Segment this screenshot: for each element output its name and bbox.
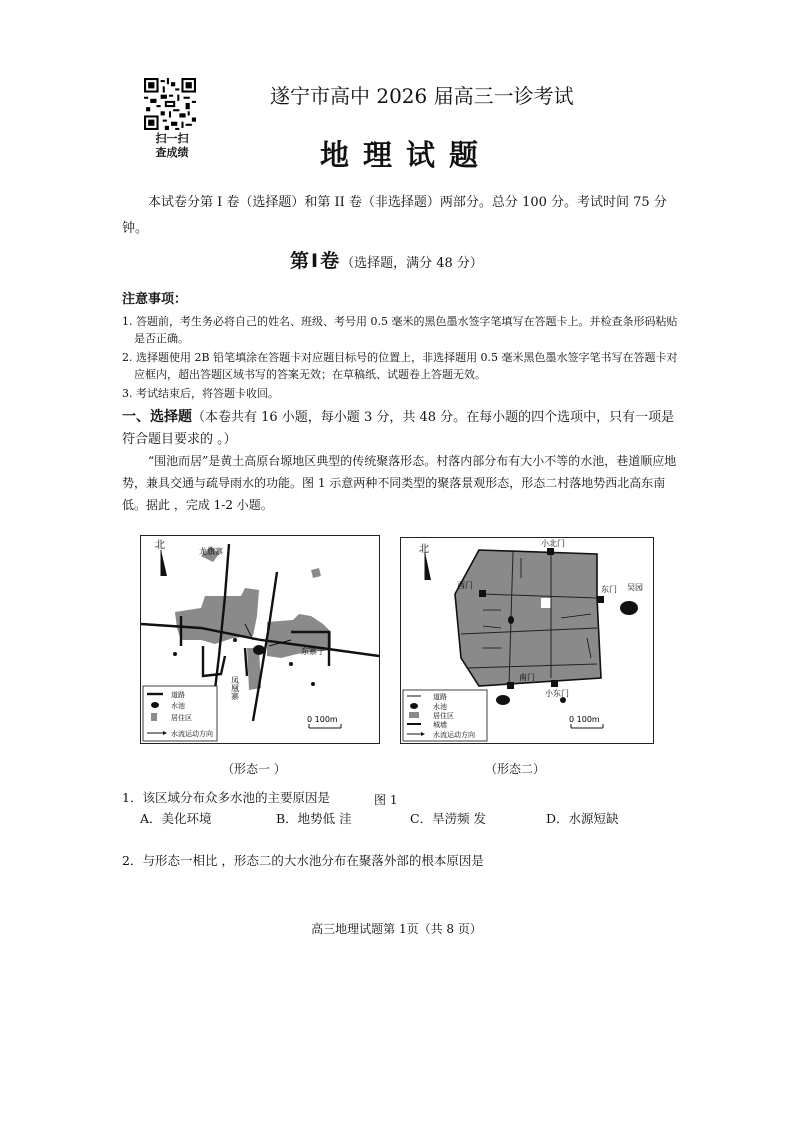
page-footer: 高三地理试题第 1页（共 8 页） [311,922,482,936]
qr-code [144,78,196,130]
north-label: 北 [155,540,165,551]
map-legend [403,690,487,741]
legend-label: 水流运动方向 [433,731,475,739]
figure-label: 图 1 [374,793,398,807]
scale-bar [569,715,603,728]
exam-title: 遂宁市高中 2026 届高三一诊考试 [270,84,574,108]
scale-label: 0 100m [569,715,600,724]
section-desc: （本卷共有 16 小题，每小题 3 分，共 48 分。在每小题的四个选项中，只有一项是符合题目要求的 。） [122,410,675,447]
qr-caption [140,132,204,160]
legend-label: 水流运动方向 [171,730,213,738]
question-stem: 2．与形态一相比 ，形态二的大水池分布在聚落外部的根本原因是 [122,853,484,868]
north-label: 北 [419,544,429,555]
subject-title: 地理试题 [320,138,493,172]
residential-area [175,546,331,690]
answer-option: A．美化环境 [140,811,212,826]
place-label: 东门 [601,585,617,594]
legend-label: 水池 [433,703,447,711]
passage: “围池而居”是黄土高原台塬地区典型的传统聚落形态。村落内部分布有大小不等的水池，巷道顺应地势，兼具交通与疏导雨水的功能。图 1 示意两种不同类型的聚落景观形态，形态二村落地势西北高东南低。据此 ，完成 1-2 小题。 [122,454,677,512]
part-desc: （选择题，满分 48 分） [341,256,483,271]
map-form-two [400,537,654,744]
place-label: 小东门 [545,689,569,698]
question-stem: 1．该区域分布众多水池的主要原因是 [122,790,330,805]
scale-label: 0 100m [307,715,338,724]
notice-item: 2. 选择题使用 2B 铅笔填涂在答题卡对应题目标号的位置上，非选择题用 0.5 毫米黑色墨水签字笔书写在答题卡对应框内，超出答题区域书写的答案无效；在草稿纸、试题卷上答题无效。 [122,351,678,381]
qr-caption-line1: 扫一扫 [155,132,189,145]
notice-item: 3. 考试结束后，将答题卡收回。 [122,387,279,400]
place-label: 南门 [519,673,535,682]
open-block [541,598,551,608]
answer-option: D．水源短缺 [546,811,619,826]
map-form-one [140,535,380,744]
legend-label: 城墙 [433,721,447,729]
notice-heading: 注意事项： [122,292,188,307]
qr-caption-line2: 查成绩 [155,146,189,159]
place-label: 龙旗寨 [199,547,223,556]
legend-label: 水池 [171,702,185,710]
place-label: 吴园 [627,583,643,592]
legend-label: 道路 [433,693,447,701]
part-label: 第Ⅰ卷 [290,250,342,272]
residential-area [455,550,601,686]
place-label: 凤凰寨 [230,676,240,700]
section-title: 一、选择题 [122,409,192,425]
scale-bar [307,715,341,728]
place-label: 西门 [457,581,473,590]
map2-caption: （形态二） [485,762,546,776]
map-legend [143,686,217,741]
notice-list [122,313,682,404]
section-heading [122,406,678,451]
answer-option: C．旱涝频 发 [410,811,487,826]
north-arrow-icon [161,550,167,576]
legend-label: 道路 [171,691,185,699]
place-label: 东寨子 [301,647,325,656]
legend-label: 居住区 [433,712,454,720]
notice-item: 1. 答题前，考生务必将自己的姓名、班级、考号用 0.5 毫米的黑色墨水签字笔填写在答题卡上。并检查条形码粘贴是否正确。 [122,315,678,345]
map1-caption: （形态一 ） [222,762,286,776]
answer-option: B．地势低 洼 [276,811,352,826]
part-heading [290,246,483,273]
legend-label: 居住区 [171,714,192,722]
place-label: 小北门 [541,539,565,548]
north-arrow-icon [425,552,431,580]
intro-text: 本试卷分第 I 卷（选择题）和第 II 卷（非选择题）两部分。总分 100 分。考试时间 75 分钟。 [122,195,667,236]
